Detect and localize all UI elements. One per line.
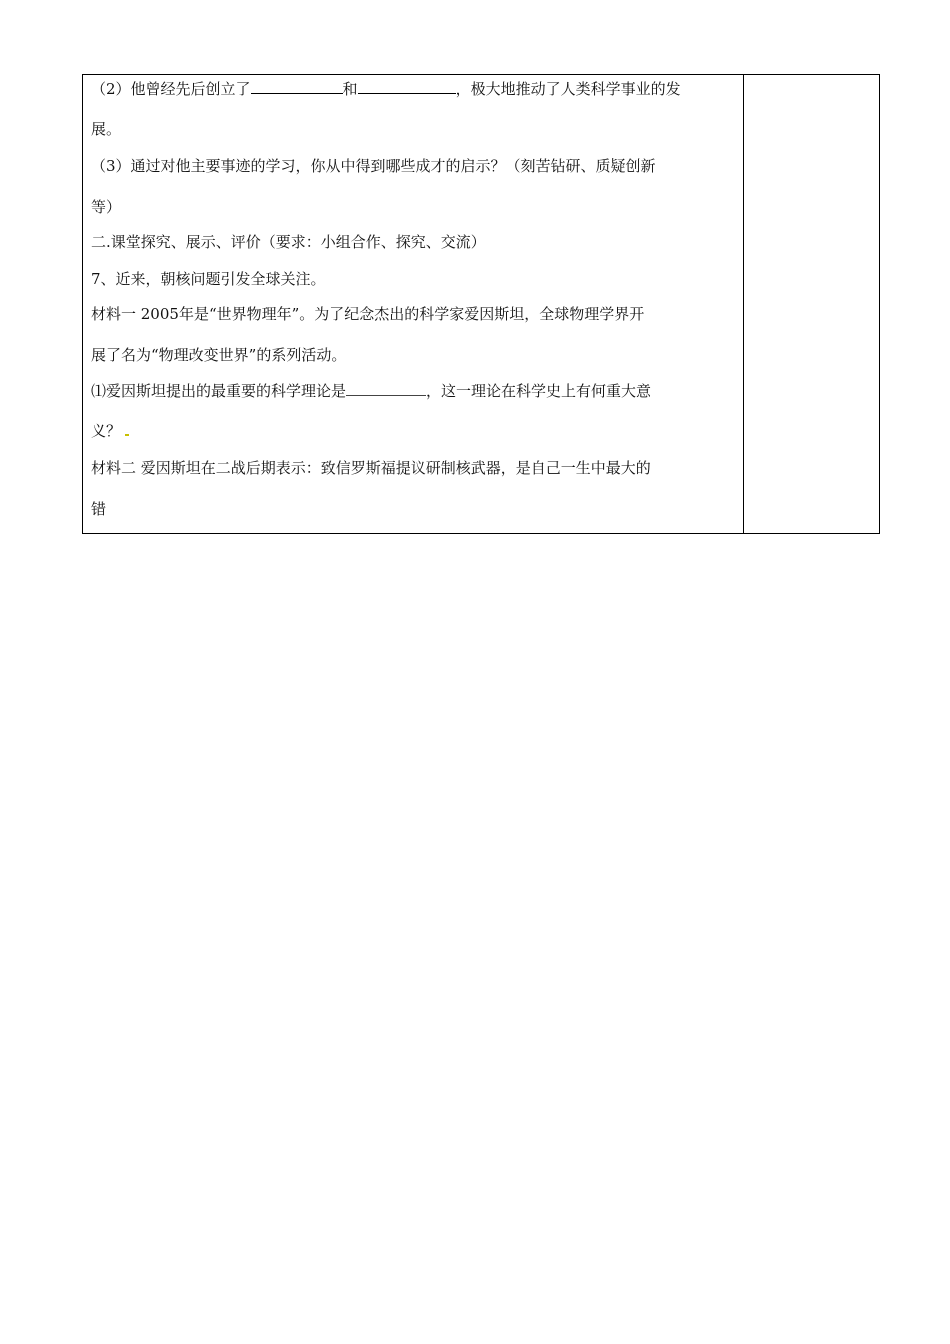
sub-question-1-suffix: ，这一理论在科学史上有何重大意 [426,382,652,400]
sub-question-1-wrap [91,421,129,441]
question-2-middle: 和 [342,80,358,98]
sub-question-1-prefix: ⑴爱因斯坦提出的最重要的科学理论是 [91,382,347,400]
notes-cell [744,75,879,533]
sub-question-1-line [91,381,651,401]
section-2-heading: 二.课堂探究、展示、评价（要求：小组合作、探究、交流） [91,233,486,251]
highlight-mark [125,434,129,436]
material-1-line-1: 材料一 2005年是“世界物理年”。为了纪念杰出的科学家爱因斯坦，全球物理学界开 [91,305,645,323]
question-3-line-1: （3）通过对他主要事迹的学习，你从中得到哪些成才的启示？（刻苦钻研、质疑创新 [91,157,656,175]
sub-question-1-wrap-text: 义？ [91,422,122,440]
answer-blank-3[interactable] [346,381,426,396]
question-7-text: 7、近来，朝核问题引发全球关注。 [91,270,326,288]
material-1-line-2: 展了名为“物理改变世界”的系列活动。 [91,346,347,364]
answer-blank-1[interactable] [251,79,343,94]
question-2-suffix: ，极大地推动了人类科学事业的发 [455,80,681,98]
answer-blank-2[interactable] [358,79,456,94]
question-2-wrap: 展。 [91,120,122,138]
content-cell [83,75,744,533]
material-2-line-1: 材料二 爱因斯坦在二战后期表示：致信罗斯福提议研制核武器，是自己一生中最大的 [91,459,651,477]
worksheet-table [82,74,880,534]
question-2-line [91,79,681,99]
question-3-line-2: 等） [91,198,122,216]
material-2-line-2: 错 [91,500,107,518]
question-2-prefix: （2）他曾经先后创立了 [91,80,251,98]
